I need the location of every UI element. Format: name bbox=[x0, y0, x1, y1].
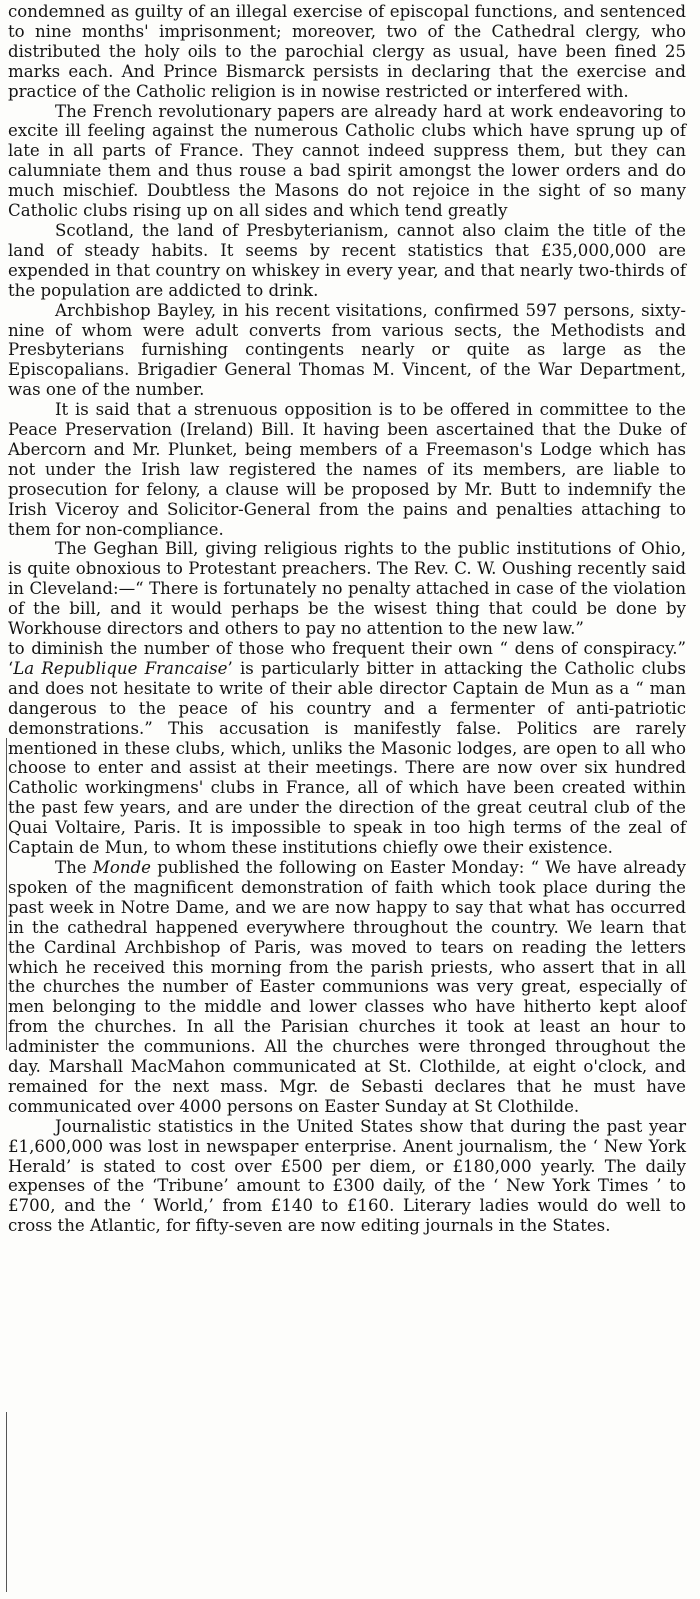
paragraph-text: to diminish the number of those who frequent their own “ dens of conspiracy.” ‘ bbox=[8, 639, 686, 678]
paragraph-text: ’ is particularly bitter in attacking the Catholic clubs and does not hesitate to write of their able director Captain de Mun as a “ man dangerous to the peace of his country and a fermenter of anti-patriotic demonstrations.” This accusation is manifestly false. Politics are rarely mentioned in these clubs, which, unliks the Masonic lodges, are open to all who choose to enter and assist at their meetings. There are now over six hundred Catholic workingmens' clubs in France, all of which have been created within the past few years, and are under the direction of the great ceutral club of the Quai Voltaire, Paris. It is impossible to speak in too high terms of the zeal of Captain de Mun, to whom these institutions chiefly owe their existence. bbox=[8, 658, 687, 858]
column-rule bbox=[6, 738, 7, 1050]
paragraph-peace-preservation-bill bbox=[8, 400, 686, 539]
column-rule bbox=[6, 1412, 7, 1592]
paragraph-french-papers bbox=[8, 102, 686, 221]
paragraph-text: The Geghan Bill, giving religious rights to the public institutions of Ohio, is quite obnoxious to Protestant preachers. The Rev. C. W. Oushing recently said in Cleveland:—“ There is fortunately no penalty attached in case of the violation of the bill, and it would perhaps be the wisest thing that could be done by Workhouse directors and others to pay no attention to the new law.” bbox=[8, 539, 686, 639]
paragraph-text: Journalistic statistics in the United States show that during the past year £1,600,000 was lost in newspaper enterprise. Anent journalism, the ‘ New York Herald’ is stated to cost over £500 per diem, or £180,000 yearly. The daily expenses of the ‘Tribune’ amount to £300 daily, of the ‘ New York Times ’ to £700, and the ‘ World,’ from £140 to £160. Literary ladies would do well to cross the Atlantic, for fifty-seven are now editing journals in the States. bbox=[8, 1116, 686, 1236]
paragraph-text: It is said that a strenuous opposition is to be offered in committee to the Peace Preservation (Ireland) Bill. It having been ascertained that the Duke of Abercorn and Mr. Plunket, being members of a Freemason's Lodge which has not under the Irish law registered the names of its members, are liable to prosecution for felony, a clause will be proposed by Mr. Butt to indemnify the Irish Viceroy and Solicitor-General from the pains and penalties attaching to them for non-compliance. bbox=[8, 400, 686, 539]
paragraph-text: The bbox=[55, 857, 93, 877]
paragraph-monde-easter bbox=[8, 858, 686, 1117]
paragraph-text: published the following on Easter Monday: “ We have already spoken of the magnificent demonstration of faith which took place during the past week in Notre Dame, and we are now happy to say that what has occurred in the cathedral happened everywhere throughout the country. We learn that the Cardinal Archbishop of Paris, was moved to tears on reading the letters which he received this morning from the parish priests, who assert that in all the churches the number of Easter communions was very great, especially of men belonging to the middle and lower classes who have hitherto kept aloof from the churches. In all the Parisian churches it took at least an hour to administer the communions. All the churches were thronged throughout the day. Marshall MacMahon communicated at St. Clothilde, at eight o'clock, and remained for the next mass. Mgr. de Sebasti declares that he must have communicated over 4000 persons on Easter Sunday at St Clothilde. bbox=[8, 857, 687, 1116]
paragraph-scotland bbox=[8, 221, 686, 301]
paragraph-bismarck bbox=[8, 2, 686, 102]
paragraph-italic-text: La Republique Francaise bbox=[13, 658, 228, 678]
paragraph-text: Archbishop Bayley, in his recent visitations, confirmed 597 persons, sixty-nine of whom were adult converts from various sects, the Methodists and Presbyterians furnishing contingents nearly or quite as large as the Episcopalians. Brigadier General Thomas M. Vincent, of the War Department, was one of the number. bbox=[8, 300, 686, 400]
paragraph-text: condemned as guilty of an illegal exercise of episcopal functions, and sentenced to nine months' imprisonment; moreover, two of the Cathedral clergy, who distributed the holy oils to the parochial clergy as usual, have been fined 25 marks each. And Prince Bismarck persists in declaring that the exercise and practice of the Catholic religion is in nowise restricted or interfered with. bbox=[8, 2, 686, 101]
paragraph-italic-text: Monde bbox=[92, 857, 151, 877]
paragraph-text: Scotland, the land of Presbyterianism, cannot also claim the title of the land of steady habits. It seems by recent statistics that £35,000,000 are expended in that country on whiskey in every year, and that nearly two-thirds of the population are addicted to drink. bbox=[8, 220, 686, 300]
paragraph-text: The French revolutionary papers are already hard at work endeavoring to excite ill feeling against the numerous Catholic clubs which have sprung up of late in all parts of France. They cannot indeed suppress them, but they can calumniate them and thus rouse a bad spirit amongst the lower orders and do much mischief. Doubtless the Masons do not rejoice in the sight of so many Catholic clubs rising up on all sides and which tend greatly bbox=[8, 101, 686, 221]
paragraph-conspiracy bbox=[8, 639, 686, 858]
paragraph-journalistic-statistics bbox=[8, 1117, 686, 1236]
paragraph-geghan-bill bbox=[8, 539, 686, 639]
paragraph-archbishop-bayley bbox=[8, 301, 686, 401]
